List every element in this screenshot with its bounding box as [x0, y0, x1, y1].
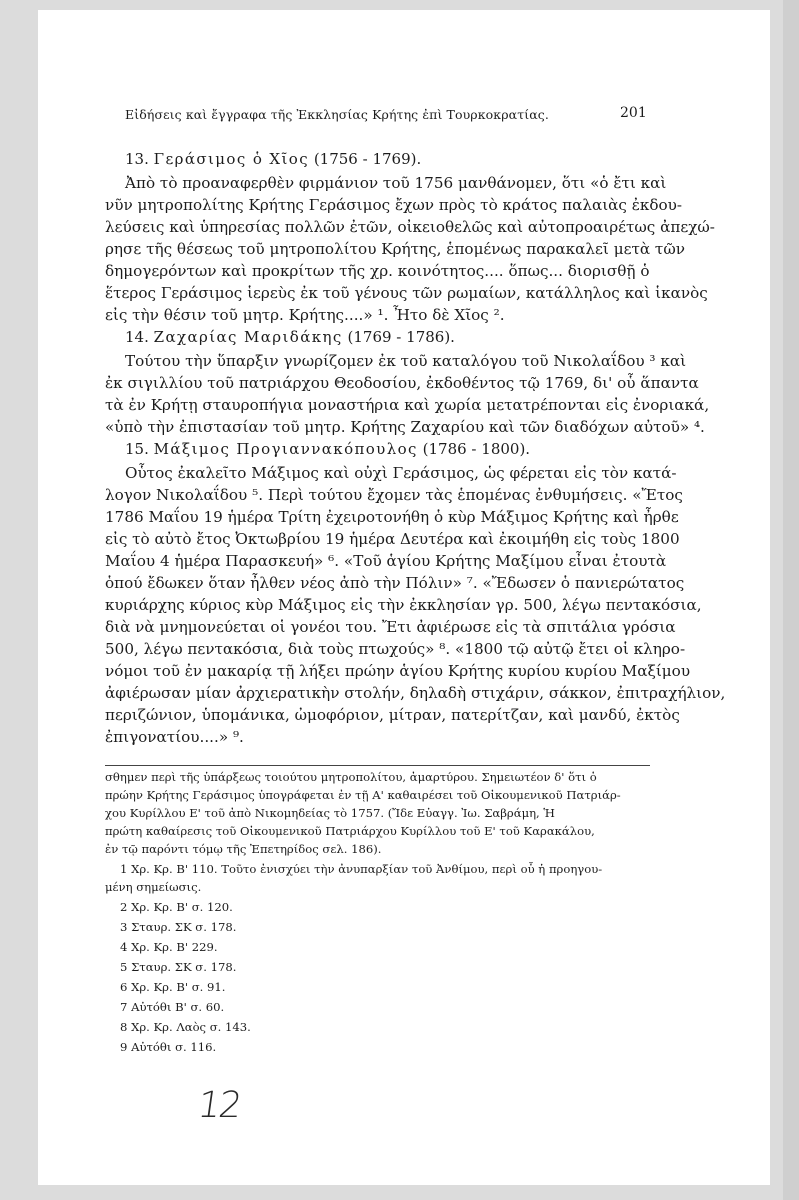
- section-heading: [125, 328, 455, 346]
- footnote-mark: 7: [120, 1000, 128, 1014]
- footnote: [120, 1040, 216, 1054]
- footnote: [120, 980, 225, 994]
- text-line: 500, λέγω πεντακόσια, διὰ τοὺς πτωχούς» ⁸. «1800 τῷ αὐτῷ ἔτει οἱ κληρο-: [105, 640, 686, 658]
- section-dates: (1769 - 1786).: [347, 328, 455, 346]
- text-line: λεύσεις καὶ ὑπηρεσίας πολλῶν ἐτῶν, οἰκειοθελῶς καὶ αὐτοπροαιρέτως ἀπεχώ-: [105, 218, 715, 236]
- footnote-text: Σταυρ. ΣΚ σ. 178.: [131, 960, 237, 974]
- text-line: εἰς τὴν θέσιν τοῦ μητρ. Κρήτης....» ¹. Ἦτο δὲ Χῖος ².: [105, 306, 505, 324]
- footnote-line: ἐν τῷ παρόντι τόμῳ τῆς Ἐπετηρίδος σελ. 186).: [105, 842, 382, 856]
- section-number: 14.: [125, 328, 149, 346]
- footnote-text: Αὐτόθι Β' σ. 60.: [131, 1000, 225, 1014]
- text-line: λογον Νικολαΐδου ⁵. Περὶ τούτου ἔχομεν τὰς ἑπομένας ἐνθυμήσεις. «Ἔτος: [105, 486, 683, 504]
- footnote-text: Χρ. Κρ. Β' 110. Τοῦτο ἐνισχύει τὴν ἀνυπαρξίαν τοῦ Ἀνθίμου, περὶ οὗ ἡ προηγου-: [131, 862, 603, 876]
- text-line: τὰ ἐν Κρήτῃ σταυροπήγια μοναστήρια καὶ χωρία μετατρέπονται εἰς ἐνοριακά,: [105, 396, 710, 414]
- footnote-mark: 9: [120, 1040, 128, 1054]
- section-name: Γεράσιμος ὁ Χῖος: [153, 150, 310, 168]
- footnote-text: Χρ. Κρ. Β' 229.: [131, 940, 218, 954]
- text-line: κυριάρχης κύριος κὺρ Μάξιμος εἰς τὴν ἐκκλησίαν γρ. 500, λέγω πεντακόσια,: [105, 596, 702, 614]
- footnote-mark: 1: [120, 862, 128, 876]
- text-line: ὁπού ἔδωκεν ὅταν ἦλθεν νέος ἀπὸ τὴν Πόλιν» ⁷. «Ἔδωσεν ὁ πανιερώτατος: [105, 574, 685, 592]
- text-line: διὰ νὰ μνημονεύεται οἱ γονέοι του. Ἔτι ἀφιέρωσε εἰς τὰ σπιτάλια γρόσια: [105, 618, 676, 636]
- footnote-mark: 2: [120, 900, 128, 914]
- footnote-line: πρώτη καθαίρεσις τοῦ Οἰκουμενικοῦ Πατριάρχου Κυρίλλου τοῦ Ε' τοῦ Καρακάλου,: [105, 824, 595, 838]
- footnote-text: Σταυρ. ΣΚ σ. 178.: [131, 920, 237, 934]
- footnote-text: Αὐτόθι σ. 116.: [131, 1040, 217, 1054]
- footnote-mark: 3: [120, 920, 128, 934]
- footnote: [120, 940, 218, 954]
- text-line: νόμοι τοῦ ἐν μακαρίᾳ τῇ λήξει πρώην ἁγίου Κρήτης κυρίου κυρίου Μαξίμου: [105, 662, 691, 680]
- scan-edge: [783, 0, 799, 1200]
- text-line: Τούτου τὴν ὕπαρξιν γνωρίζομεν ἐκ τοῦ καταλόγου τοῦ Νικολαΐδου ³ καὶ: [125, 352, 687, 370]
- section-dates: (1786 - 1800).: [422, 440, 531, 458]
- footnote: [120, 900, 233, 914]
- text-line: νῦν μητροπολίτης Κρήτης Γεράσιμος ἔχων πρὸς τὸ κράτος παλαιὰς ἐκδου-: [105, 196, 683, 214]
- section-heading: [125, 440, 530, 458]
- footnote-line: πρώην Κρήτης Γεράσιμος ὑπογράφεται ἐν τῇ Α' καθαιρέσει τοῦ Οἰκουμενικοῦ Πατριάρ-: [105, 788, 621, 802]
- text-line: ἀφιέρωσαν μίαν ἀρχιερατικὴν στολήν, δηλαδὴ στιχάριν, σάκκον, ἐπιτραχήλιον,: [105, 684, 726, 702]
- footnote: [120, 1000, 224, 1014]
- section-number: 13.: [125, 150, 149, 168]
- footnote-mark: 4: [120, 940, 128, 954]
- section-number: 15.: [125, 440, 149, 458]
- footnote: [120, 862, 602, 876]
- footnote: [120, 960, 236, 974]
- text-line: ἐκ σιγιλλίου τοῦ πατριάρχου Θεοδοσίου, ἐκδοθέντος τῷ 1769, δι' οὗ ἅπαντα: [105, 374, 699, 392]
- footnote-line: σθημεν περὶ τῆς ὑπάρξεως τοιούτου μητροπολίτου, ἀμαρτύρου. Σημειωτέον δ' ὅτι ὁ: [105, 770, 597, 784]
- section-dates: (1756 - 1769).: [313, 150, 422, 168]
- text-line: δημογερόντων καὶ προκρίτων τῆς χρ. κοινότητος.... ὅπως... διορισθῇ ὁ: [105, 262, 650, 280]
- section-name: Ζαχαρίας Μαριδάκης: [153, 328, 343, 346]
- text-line: ἐπιγονατίου....» ⁹.: [105, 728, 244, 746]
- footnote-mark: 5: [120, 960, 128, 974]
- footnote-mark: 6: [120, 980, 128, 994]
- handwritten-page-number: 12: [195, 1085, 243, 1126]
- text-line: ρησε τῆς θέσεως τοῦ μητροπολίτου Κρήτης, ἑπομένως παρακαλεῖ μετὰ τῶν: [105, 240, 685, 258]
- footnote: [120, 1020, 251, 1034]
- section-heading: [125, 150, 421, 168]
- footnote: [120, 920, 236, 934]
- footnote-text: Χρ. Κρ. Β' σ. 91.: [131, 980, 226, 994]
- text-line: εἰς τὸ αὐτὸ ἔτος Ὀκτωβρίου 19 ἡμέρα Δευτέρα καὶ ἐκοιμήθη εἰς τοὺς 1800: [105, 530, 680, 548]
- text-line: Ἀπὸ τὸ προαναφερθὲν φιρμάνιον τοῦ 1756 μανθάνομεν, ὅτι «ὁ ἔτι καὶ: [125, 174, 667, 192]
- text-line: 1786 Μαΐου 19 ἡμέρα Τρίτη ἐχειροτονήθη ὁ κὺρ Μάξιμος Κρήτης καὶ ἦρθε: [105, 508, 679, 526]
- footnote-text: Χρ. Κρ. Β' σ. 120.: [131, 900, 233, 914]
- footnote-rule: [105, 765, 650, 766]
- footnote-line: χου Κυρίλλου Ε' τοῦ ἀπὸ Νικομηδείας τὸ 1757. (Ἴδε Εὐαγγ. Ἰω. Σαβράμη, Ἡ: [105, 806, 555, 820]
- footnote-text: Χρ. Κρ. Λαὸς σ. 143.: [131, 1020, 251, 1034]
- page-number: 201: [620, 105, 647, 121]
- section-name: Μάξιμος Προγιαννακόπουλος: [153, 440, 418, 458]
- text-line: ἕτερος Γεράσιμος ἱερεὺς ἐκ τοῦ γένους τῶν ρωμαίων, κατάλληλος καὶ ἱκανὸς: [105, 284, 708, 302]
- text-line: «ὑπὸ τὴν ἐπιστασίαν τοῦ μητρ. Κρήτης Ζαχαρίου καὶ τῶν διαδόχων αὐτοῦ» ⁴.: [105, 418, 705, 436]
- footnote-line: μένη σημείωσις.: [105, 880, 202, 894]
- text-line: περιζώνιον, ὑπομάνικα, ὠμοφόριον, μίτραν, πατερίτζαν, καὶ μανδύ, ἐκτὸς: [105, 706, 680, 724]
- text-line: Μαΐου 4 ἡμέρα Παρασκευή» ⁶. «Τοῦ ἁγίου Κρήτης Μαξίμου εἶναι ἐτουτὰ: [105, 552, 667, 570]
- text-line: Οὗτος ἐκαλεῖτο Μάξιμος καὶ οὐχὶ Γεράσιμος, ὡς φέρεται εἰς τὸν κατά-: [125, 464, 677, 482]
- running-title: Εἰδήσεις καὶ ἔγγραφα τῆς Ἐκκλησίας Κρήτης ἐπὶ Τουρκοκρατίας.: [125, 107, 549, 122]
- footnote-mark: 8: [120, 1020, 128, 1034]
